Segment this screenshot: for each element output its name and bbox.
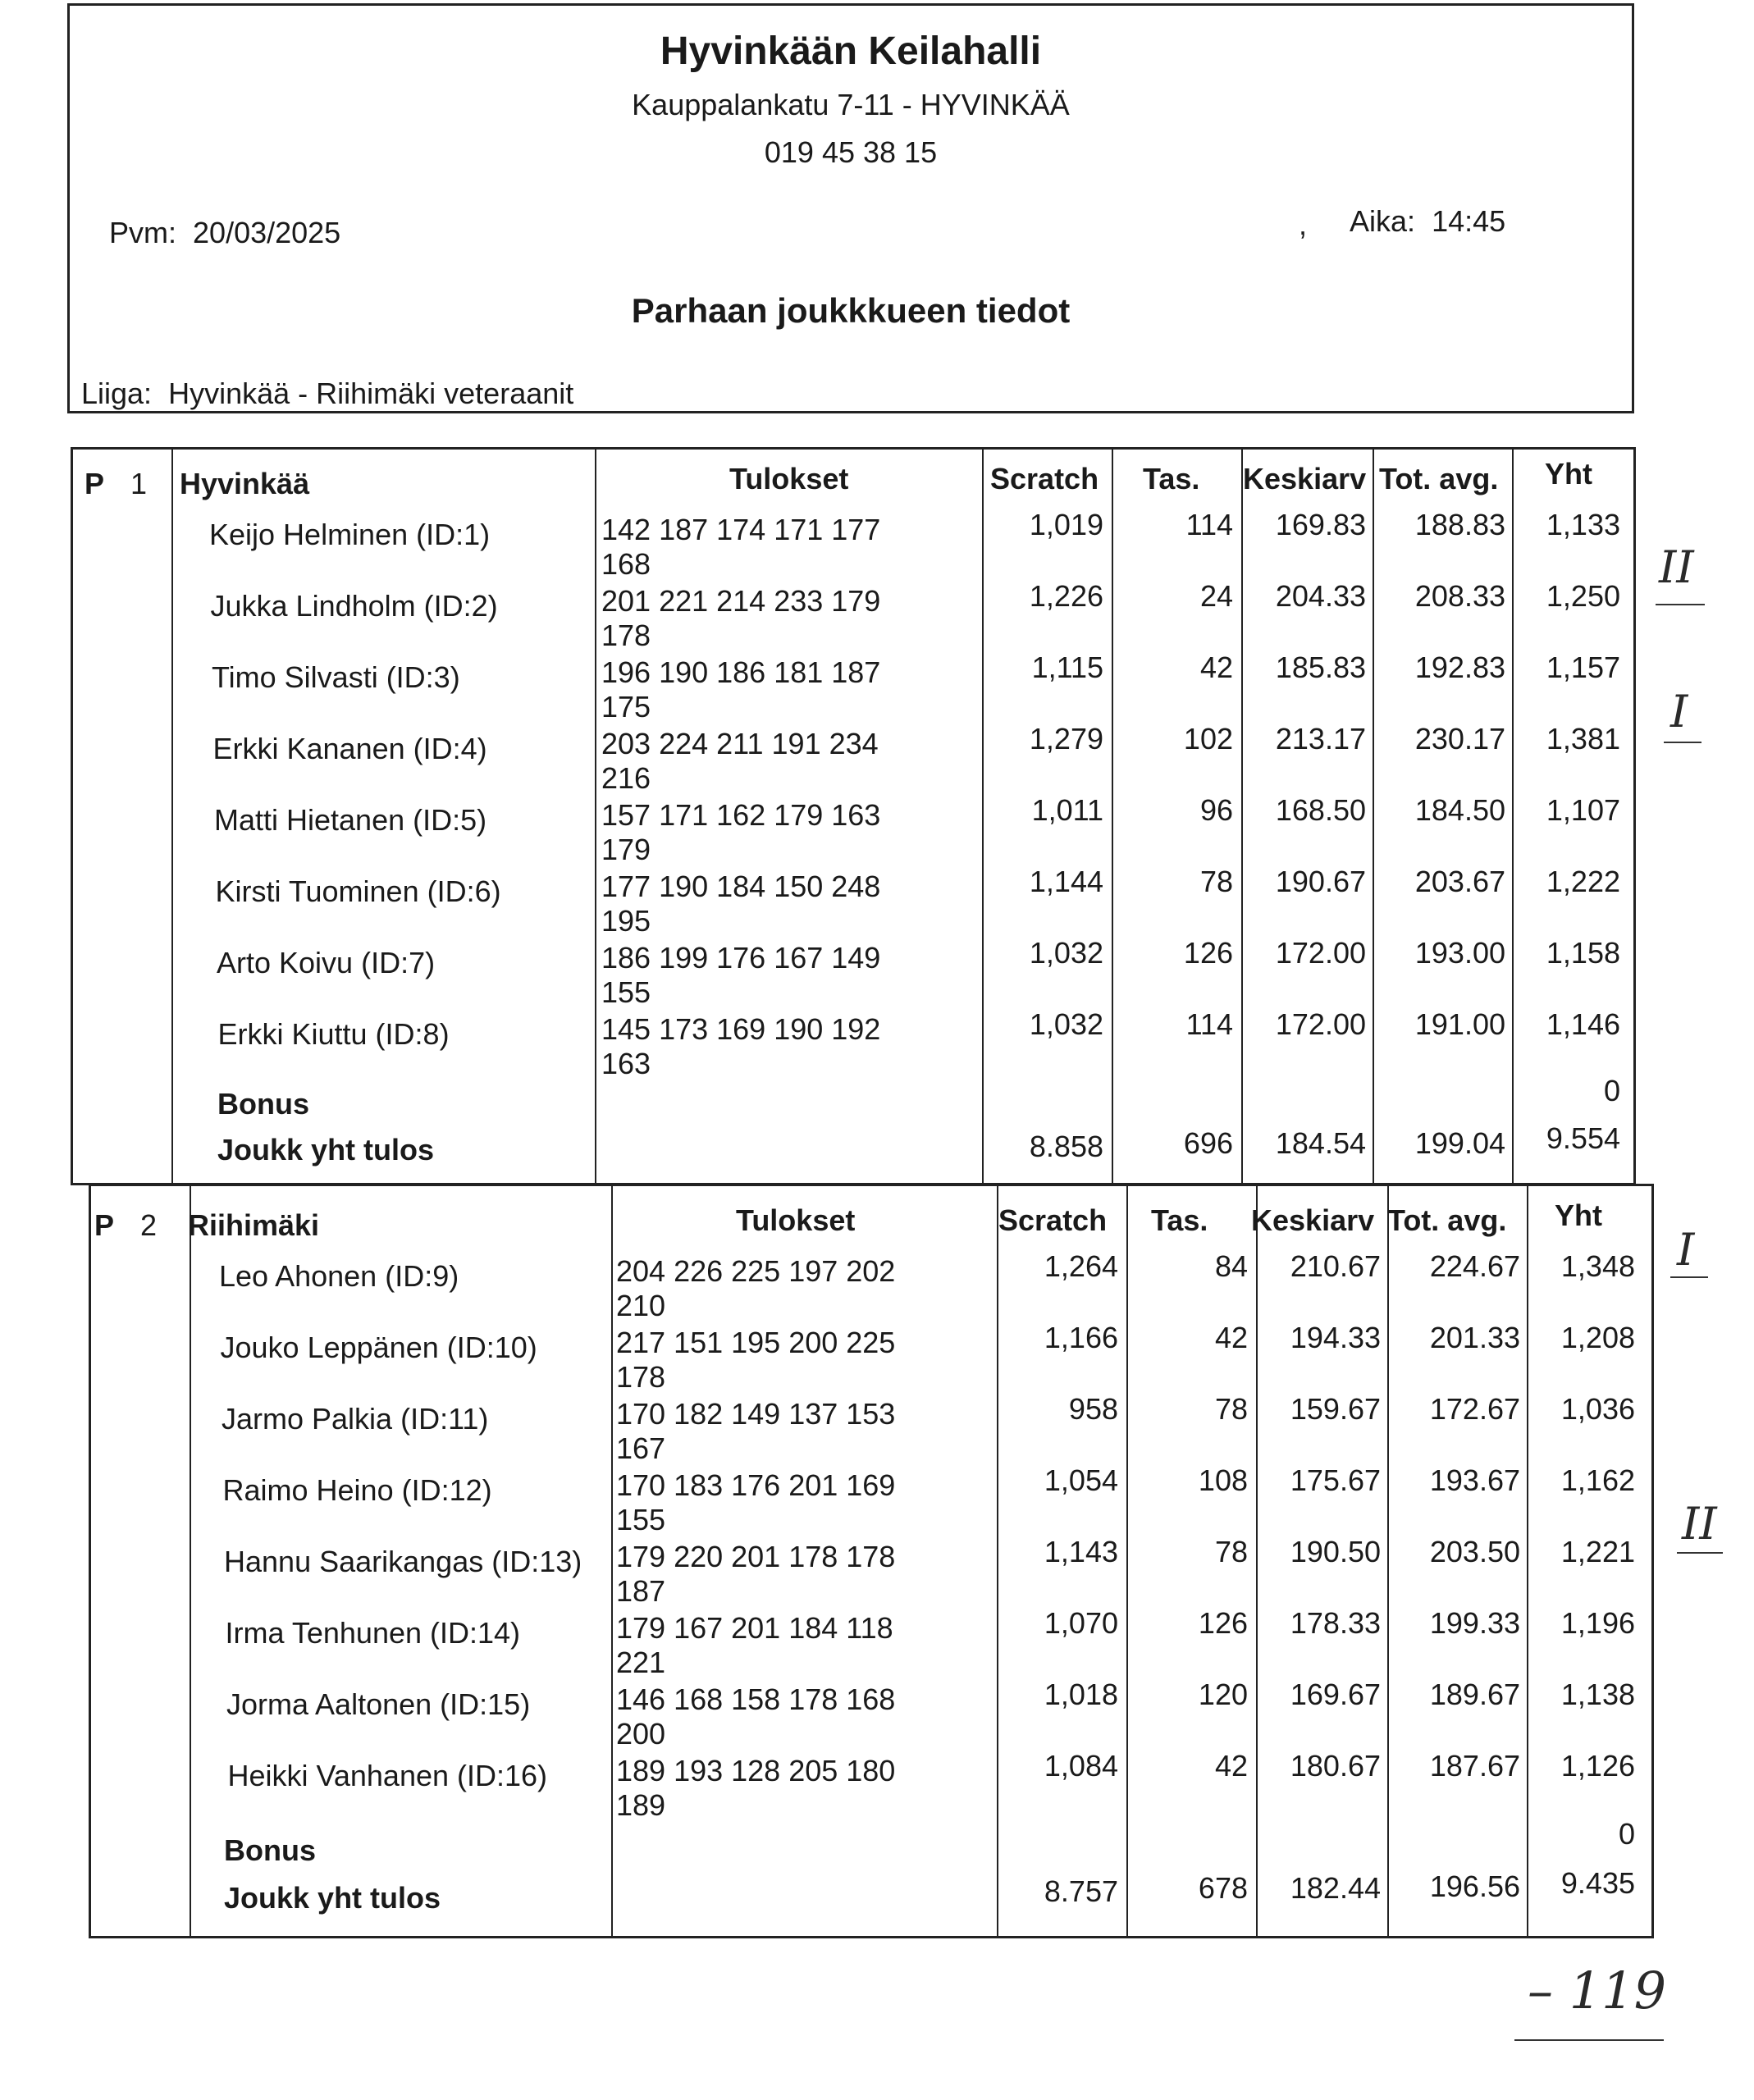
player-scratch: 1,226 <box>1029 579 1103 613</box>
player-name: Heikki Vanhanen (ID:16) <box>227 1759 548 1792</box>
player-tas: 84 <box>1214 1249 1248 1283</box>
player-tas: 42 <box>1214 1749 1248 1783</box>
handwritten-mark-leo: I <box>1677 1224 1695 1276</box>
player-games: 146 168 158 178 168 <box>616 1682 896 1716</box>
col-scratch: Scratch <box>998 1203 1108 1237</box>
handwritten-mark-hannu: II <box>1682 1498 1717 1550</box>
player-game6: 200 <box>616 1717 666 1751</box>
player-tas: 114 <box>1185 1007 1233 1041</box>
col-scratch: Scratch <box>990 462 1099 495</box>
player-game6: 189 <box>616 1788 666 1822</box>
bonus-label: Bonus <box>224 1833 316 1867</box>
player-scratch: 1,279 <box>1029 722 1103 756</box>
player-scratch: 1,264 <box>1044 1249 1118 1283</box>
player-games: 186 199 176 167 149 <box>601 941 881 975</box>
player-yht: 1,348 <box>1560 1249 1635 1283</box>
handwritten-mark-erkki: I <box>1670 686 1688 737</box>
player-game6: 187 <box>616 1574 666 1608</box>
player-games: 177 190 184 150 248 <box>601 870 881 903</box>
venue-phone: 019 45 38 15 <box>764 135 938 169</box>
player-scratch: 1,070 <box>1044 1606 1118 1640</box>
player-game6: 179 <box>601 833 651 866</box>
player-totavg: 208.33 <box>1414 579 1505 613</box>
player-name: Leo Ahonen (ID:9) <box>219 1259 459 1293</box>
player-name: Erkki Kiuttu (ID:8) <box>217 1017 450 1051</box>
player-totavg: 191.00 <box>1414 1007 1505 1041</box>
player-yht: 1,162 <box>1560 1463 1635 1497</box>
col-tulokset: Tulokset <box>736 1203 856 1237</box>
time-value: 14:45 <box>1432 204 1506 238</box>
player-avg: 190.67 <box>1275 865 1366 898</box>
player-yht: 1,222 <box>1546 865 1620 898</box>
player-scratch: 1,032 <box>1029 1007 1103 1041</box>
player-game6: 168 <box>601 547 651 581</box>
total-tas: 696 <box>1183 1126 1233 1160</box>
player-name: Hannu Saarikangas (ID:13) <box>224 1545 582 1578</box>
col-yht: Yht <box>1545 457 1592 491</box>
player-totavg: 203.67 <box>1414 865 1505 898</box>
league-row <box>81 377 573 411</box>
player-yht: 1,146 <box>1546 1007 1620 1041</box>
player-name: Timo Silvasti (ID:3) <box>212 660 460 694</box>
player-yht: 1,107 <box>1546 793 1620 827</box>
player-yht: 1,208 <box>1560 1321 1635 1354</box>
total-yht: 9.435 <box>1560 1866 1635 1900</box>
player-games: 142 187 174 171 177 <box>601 513 881 546</box>
total-totavg: 199.04 <box>1414 1126 1505 1160</box>
player-totavg: 201.33 <box>1429 1321 1520 1354</box>
player-games: 189 193 128 205 180 <box>616 1754 896 1787</box>
player-avg: 204.33 <box>1275 579 1366 613</box>
venue-address: Kauppalankatu 7-11 - HYVINKÄÄ <box>632 88 1070 121</box>
col-yht: Yht <box>1555 1198 1602 1232</box>
player-avg: 172.00 <box>1275 936 1366 970</box>
col-totavg: Tot. avg. <box>1379 462 1499 495</box>
time-label: Aika: <box>1350 204 1416 238</box>
player-avg: 190.50 <box>1290 1535 1381 1568</box>
player-avg: 180.67 <box>1290 1749 1381 1783</box>
player-name: Erkki Kananen (ID:4) <box>212 732 487 765</box>
venue-title: Hyvinkään Keilahalli <box>660 30 1042 73</box>
player-scratch: 1,166 <box>1044 1321 1118 1354</box>
player-avg: 169.67 <box>1290 1678 1381 1711</box>
handwritten-page-number: – 119 <box>1528 1961 1667 2020</box>
player-tas: 120 <box>1198 1678 1248 1711</box>
handwritten-underline <box>1670 1276 1708 1278</box>
player-totavg: 230.17 <box>1414 722 1505 756</box>
player-game6: 210 <box>616 1289 666 1322</box>
player-tas: 102 <box>1183 722 1233 756</box>
total-avg: 184.54 <box>1275 1126 1366 1160</box>
player-avg: 210.67 <box>1290 1249 1381 1283</box>
player-avg: 168.50 <box>1275 793 1366 827</box>
total-scratch: 8.858 <box>1029 1130 1103 1163</box>
team-name: Riihimäki <box>188 1208 320 1242</box>
handwritten-underline <box>1664 742 1701 743</box>
player-game6: 155 <box>616 1503 666 1536</box>
handwritten-underline <box>1514 2039 1664 2041</box>
handwritten-mark-jukka: II <box>1659 541 1694 593</box>
player-game6: 155 <box>601 975 651 1009</box>
player-games: 145 173 169 190 192 <box>601 1012 881 1046</box>
report-header <box>67 3 1634 413</box>
player-name: Keijo Helminen (ID:1) <box>209 518 491 551</box>
player-yht: 1,196 <box>1560 1606 1635 1640</box>
player-name: Kirsti Tuominen (ID:6) <box>215 874 501 908</box>
player-games: 170 182 149 137 153 <box>616 1397 896 1431</box>
player-tas: 24 <box>1199 579 1233 613</box>
player-games: 201 221 214 233 179 <box>601 584 881 618</box>
player-yht: 1,138 <box>1560 1678 1635 1711</box>
player-totavg: 199.33 <box>1429 1606 1520 1640</box>
date-value: 20/03/2025 <box>193 216 341 249</box>
team-total-label: Joukk yht tulos <box>224 1881 441 1915</box>
col-keskiarv: Keskiarv <box>1251 1203 1375 1237</box>
player-games: 157 171 162 179 163 <box>601 798 881 832</box>
player-scratch: 1,115 <box>1031 651 1103 684</box>
player-game6: 167 <box>616 1431 666 1465</box>
player-game6: 178 <box>601 619 651 652</box>
col-tulokset: Tulokset <box>729 462 849 495</box>
player-totavg: 203.50 <box>1429 1535 1520 1568</box>
total-totavg: 196.56 <box>1429 1869 1520 1903</box>
player-tas: 108 <box>1198 1463 1248 1497</box>
player-games: 196 190 186 181 187 <box>601 655 881 689</box>
player-scratch: 1,019 <box>1029 508 1103 541</box>
total-scratch: 8.757 <box>1044 1874 1118 1908</box>
team-total-label: Joukk yht tulos <box>217 1133 435 1166</box>
team-name: Hyvinkää <box>180 467 310 500</box>
total-avg: 182.44 <box>1290 1871 1381 1905</box>
total-tas: 678 <box>1198 1871 1248 1905</box>
player-tas: 78 <box>1214 1392 1248 1426</box>
player-tas: 114 <box>1185 508 1233 541</box>
player-tas: 96 <box>1199 793 1233 827</box>
col-keskiarv: Keskiarv <box>1243 462 1367 495</box>
player-name: Irma Tenhunen (ID:14) <box>225 1616 521 1650</box>
player-avg: 172.00 <box>1275 1007 1366 1041</box>
player-scratch: 1,011 <box>1031 793 1103 827</box>
player-games: 170 183 176 201 169 <box>616 1468 896 1502</box>
player-tas: 126 <box>1198 1606 1248 1640</box>
player-name: Jukka Lindholm (ID:2) <box>210 589 498 623</box>
date-row <box>109 216 340 250</box>
player-game6: 175 <box>601 690 651 724</box>
player-tas: 42 <box>1214 1321 1248 1354</box>
player-totavg: 188.83 <box>1414 508 1505 541</box>
player-game6: 221 <box>616 1646 666 1679</box>
player-name: Jouko Leppänen (ID:10) <box>220 1331 537 1364</box>
player-avg: 178.33 <box>1290 1606 1381 1640</box>
team-table-1 <box>71 447 1636 1185</box>
player-name: Matti Hietanen (ID:5) <box>214 803 487 837</box>
player-totavg: 193.67 <box>1429 1463 1520 1497</box>
player-avg: 213.17 <box>1275 722 1366 756</box>
player-avg: 185.83 <box>1275 651 1366 684</box>
player-game6: 178 <box>616 1360 666 1394</box>
player-games: 204 226 225 197 202 <box>616 1254 896 1288</box>
player-totavg: 187.67 <box>1429 1749 1520 1783</box>
bonus-value: 0 <box>1603 1074 1620 1107</box>
player-yht: 1,221 <box>1560 1535 1635 1568</box>
player-scratch: 1,084 <box>1044 1749 1118 1783</box>
bonus-label: Bonus <box>217 1087 309 1121</box>
time-row <box>1350 204 1505 239</box>
player-tas: 42 <box>1199 651 1233 684</box>
col-tas: Tas. <box>1143 462 1200 495</box>
report-title: Parhaan joukkkueen tiedot <box>631 291 1071 330</box>
team-table-2 <box>89 1184 1654 1938</box>
player-scratch: 958 <box>1068 1392 1118 1426</box>
player-name: Jorma Aaltonen (ID:15) <box>226 1687 531 1721</box>
position-number: 2 <box>140 1208 158 1242</box>
player-name: Arto Koivu (ID:7) <box>217 946 436 979</box>
player-games: 203 224 211 191 234 <box>601 727 879 760</box>
position-number: 1 <box>130 467 148 500</box>
player-avg: 169.83 <box>1275 508 1366 541</box>
player-avg: 194.33 <box>1290 1321 1381 1354</box>
player-name: Jarmo Palkia (ID:11) <box>222 1402 489 1436</box>
league-value: Hyvinkää - Riihimäki veteraanit <box>168 377 574 410</box>
col-tas: Tas. <box>1151 1203 1208 1237</box>
col-totavg: Tot. avg. <box>1387 1203 1507 1237</box>
bonus-value: 0 <box>1618 1817 1635 1851</box>
player-totavg: 193.00 <box>1414 936 1505 970</box>
player-tas: 78 <box>1199 865 1233 898</box>
player-scratch: 1,144 <box>1029 865 1103 898</box>
player-games: 179 167 201 184 118 <box>616 1611 893 1645</box>
player-yht: 1,157 <box>1546 651 1620 684</box>
handwritten-underline <box>1656 604 1705 605</box>
total-yht: 9.554 <box>1546 1121 1620 1155</box>
player-games: 179 220 201 178 178 <box>616 1540 896 1573</box>
player-yht: 1,126 <box>1560 1749 1635 1783</box>
player-tas: 78 <box>1214 1535 1248 1568</box>
player-totavg: 184.50 <box>1414 793 1505 827</box>
player-yht: 1,158 <box>1546 936 1620 970</box>
player-yht: 1,381 <box>1546 722 1620 756</box>
player-game6: 195 <box>601 904 651 938</box>
player-scratch: 1,018 <box>1044 1678 1118 1711</box>
player-yht: 1,250 <box>1546 579 1620 613</box>
player-yht: 1,036 <box>1560 1392 1635 1426</box>
position-label: P <box>85 467 105 500</box>
player-totavg: 189.67 <box>1429 1678 1520 1711</box>
player-games: 217 151 195 200 225 <box>616 1326 896 1359</box>
player-yht: 1,133 <box>1546 508 1620 541</box>
league-label: Liiga: <box>81 377 153 410</box>
player-totavg: 192.83 <box>1414 651 1505 684</box>
player-game6: 163 <box>601 1047 651 1080</box>
stray-comma: , <box>1299 208 1308 241</box>
player-avg: 159.67 <box>1290 1392 1381 1426</box>
player-avg: 175.67 <box>1290 1463 1381 1497</box>
player-scratch: 1,143 <box>1044 1535 1118 1568</box>
handwritten-underline <box>1677 1552 1723 1554</box>
player-totavg: 224.67 <box>1429 1249 1520 1283</box>
player-totavg: 172.67 <box>1429 1392 1520 1426</box>
date-label: Pvm: <box>109 216 177 249</box>
player-game6: 216 <box>601 761 651 795</box>
position-label: P <box>94 1208 115 1242</box>
player-scratch: 1,054 <box>1044 1463 1118 1497</box>
player-name: Raimo Heino (ID:12) <box>222 1473 492 1507</box>
player-tas: 126 <box>1183 936 1233 970</box>
player-scratch: 1,032 <box>1029 936 1103 970</box>
